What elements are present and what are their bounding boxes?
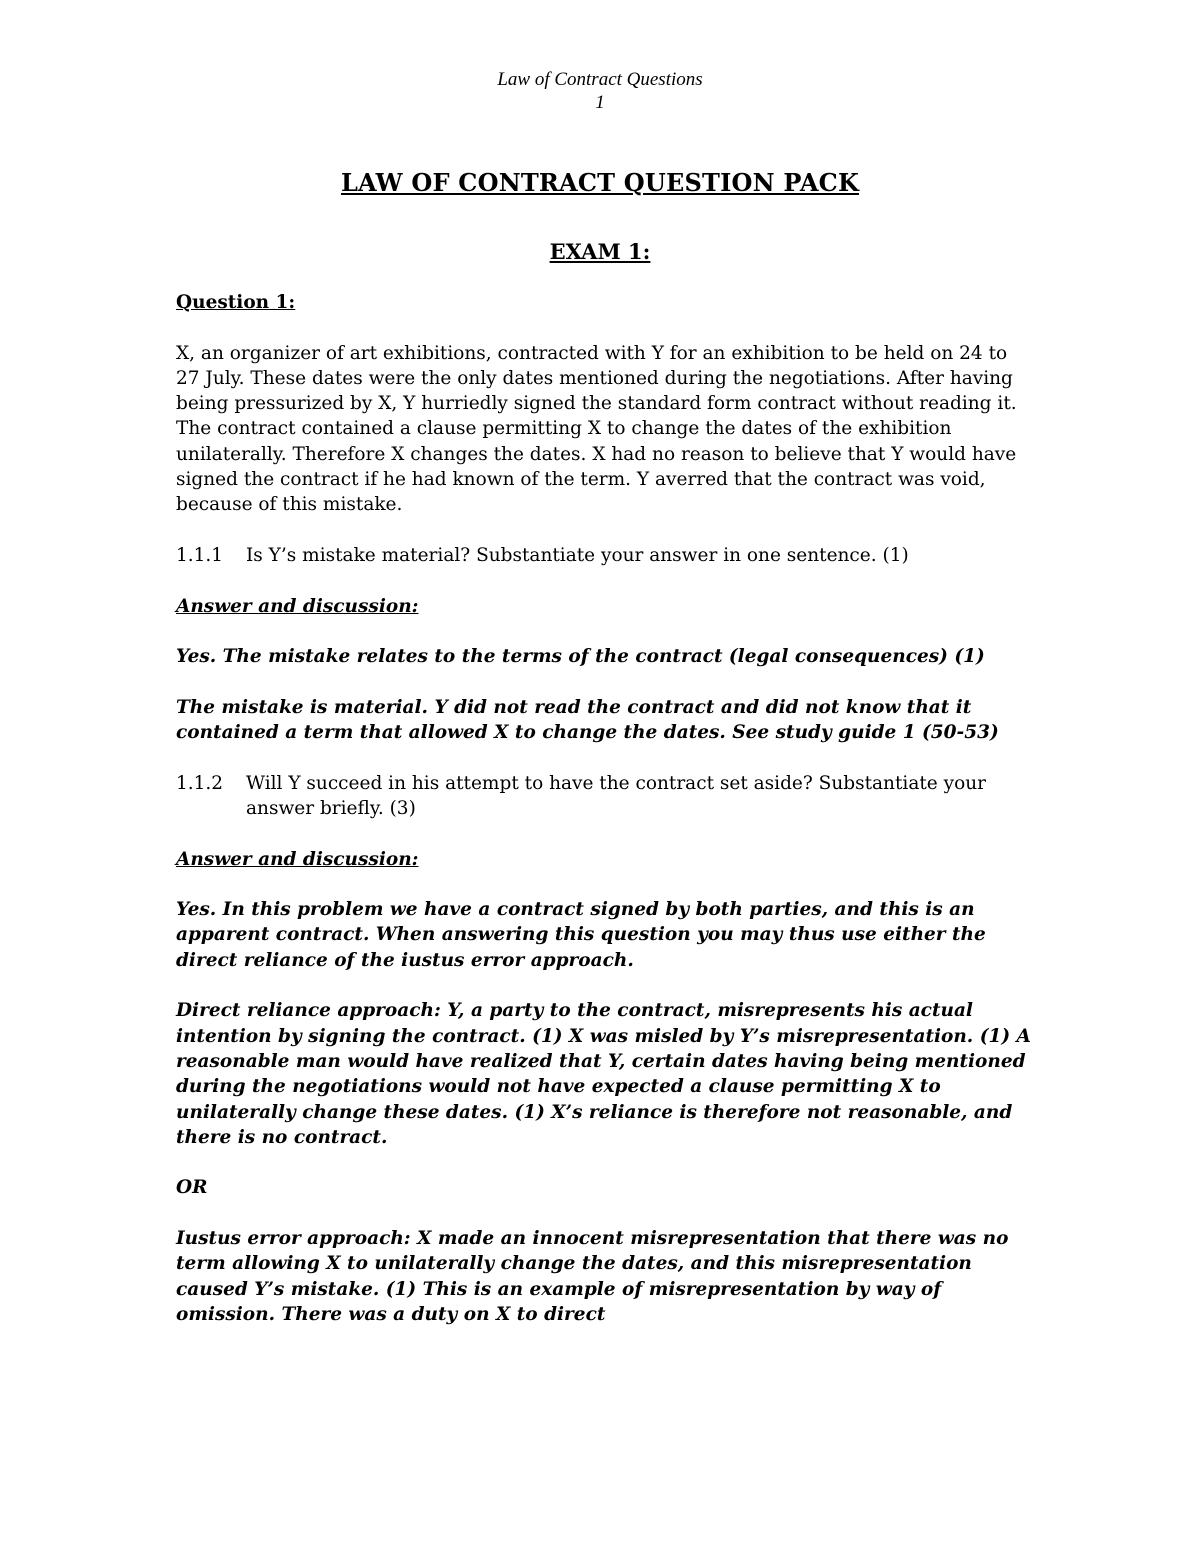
subquestion-number: 1.1.2	[176, 772, 224, 794]
document-title: LAW OF CONTRACT QUESTION PACK	[340, 168, 860, 197]
subquestion-1-1-2	[176, 771, 1036, 822]
answer-paragraph: Yes. In this problem we have a contract signed by both parties, and this is an apparent contract. When answering this question you may thus use either the direct reliance of the iustus error approach.	[176, 899, 986, 971]
scenario-paragraph: X, an organizer of art exhibitions, contracted with Y for an exhibition to be held on 24 to 27 July. These dates were the only dates mentioned during the negotiations. After having being pressurized by X, Y hurriedly signed the standard form contract without reading it. The contract contained a clause permitting X to change the dates of the exhibition unilaterally. Therefore X changes the dates. X had no reason to believe that Y would have signed the contract if he had known of the term. Y averred that the contract was void, because of this mistake.	[176, 342, 1017, 516]
answer-heading-text: Answer and discussion:	[176, 848, 419, 870]
question-heading-text: Question 1:	[176, 292, 296, 313]
answer-paragraph: Yes. The mistake relates to the terms of the contract (legal consequences) (1)	[176, 646, 985, 668]
answer-heading	[176, 594, 1036, 619]
answer-paragraph: The mistake is material. Y did not read the contract and did not know that it contained a term that allowed X to change the dates. See study guide 1 (50-53)	[176, 696, 999, 744]
subquestion-text: Will Y succeed in his attempt to have the contract set aside? Substantiate your answer briefly. (3)	[246, 772, 986, 819]
exam-heading: EXAM 1:	[549, 239, 651, 264]
running-header-title: Law of Contract Questions	[497, 69, 703, 90]
page-number: 1	[595, 92, 605, 113]
answer-heading	[176, 847, 1036, 872]
document-body	[176, 290, 1036, 1352]
answer-paragraph: Iustus error approach: X made an innocent misrepresentation that there was no term allowing X to unilaterally change the dates, and this misrepresentation caused Y’s mistake. (1) This is an example of misrepresentation by way of omission. There was a duty on X to direct	[176, 1227, 1009, 1325]
answer-paragraph: Direct reliance approach: Y, a party to the contract, misrepresents his actual intention by signing the contract. (1) X was misled by Y’s misrepresentation. (1) A reasonable man would have realized that Y, certain dates having being mentioned during the negotiations would not have expected a clause permitting X to unilaterally change these dates. (1) X’s reliance is therefore not reasonable, and there is no contract.	[176, 1000, 1031, 1148]
question-heading	[176, 290, 1036, 315]
subquestion-1-1-1	[176, 543, 1036, 568]
answer-paragraph-or: OR	[176, 1177, 208, 1199]
answer-heading-text: Answer and discussion:	[176, 595, 419, 617]
subquestion-text: Is Y’s mistake material? Substantiate your answer in one sentence. (1)	[246, 544, 909, 566]
subquestion-number: 1.1.1	[176, 544, 224, 566]
